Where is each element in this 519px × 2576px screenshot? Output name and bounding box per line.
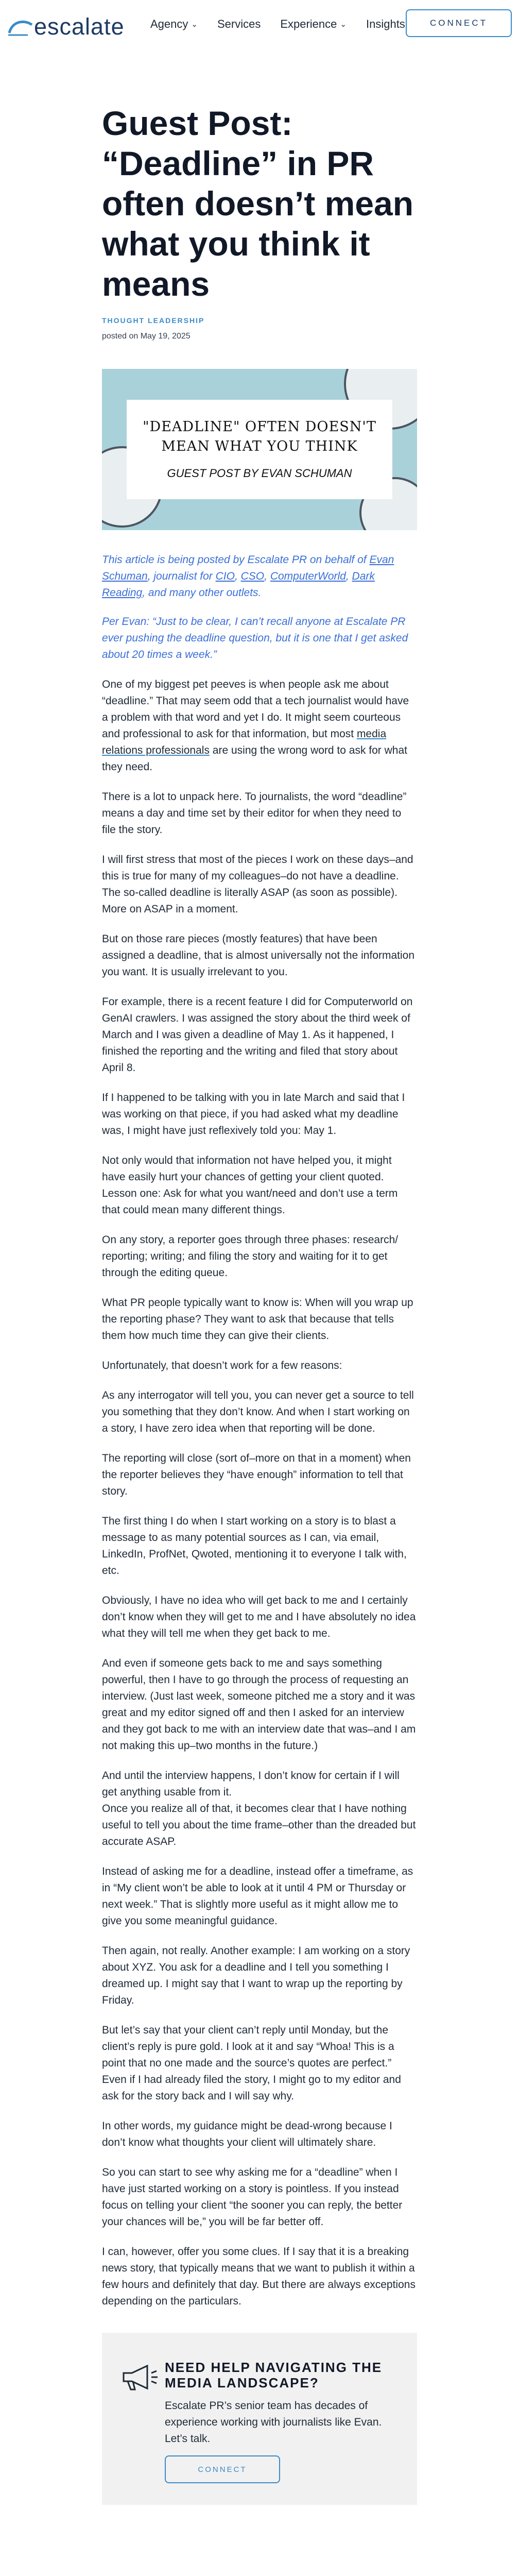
article-paragraph: And until the interview happens, I don’t know for certain if I will get anything usable from it. Once you realize all of that, it becomes clear that I have nothing useful to tell you about the time frame–other than the dreaded but accurate ASAP.: [102, 1770, 416, 1848]
main-nav: [150, 18, 405, 31]
chevron-down-icon: ⌄: [340, 20, 347, 29]
logo-text: escalate: [34, 13, 125, 40]
intro-text: ,: [264, 570, 270, 582]
nav-label: Services: [217, 18, 261, 30]
article-paragraph: As any interrogator will tell you, you can never get a source to tell you something that they don’t know. And when I start working on a story, I have zero idea when that reporting will be done.: [102, 1389, 414, 1434]
article-title: Guest Post: “Deadline” in PR often doesn’t mean what you think it means: [102, 104, 414, 303]
article-paragraph: What PR people typically want to know is: When will you wrap up the reporting phase? They want to ask that because that tells them how much time they can give their clients.: [102, 1297, 413, 1342]
article-paragraph: Instead of asking me for a deadline, instead offer a timeframe, as in “My client won’t be able to look at it until 4 PM or Thursday or next week.” That is slightly more useful as it might allow me to give you some meaningful guidance.: [102, 1866, 413, 1927]
nav-item-services[interactable]: [217, 18, 261, 31]
intro-text: , and many other outlets.: [142, 587, 262, 599]
article-paragraph: Not only would that information not have helped you, it might have easily hurt your chances of getting your client quoted. Lesson one: Ask for what you want/need and don’t use a term that could mean many different things.: [102, 1155, 398, 1216]
nav-label: Insights: [366, 18, 405, 30]
article-paragraph: The reporting will close (sort of–more on that in a moment) when the reporter believes they “have enough” information to tell that story.: [102, 1452, 411, 1497]
logo-mark-icon: [7, 18, 34, 38]
media-relations-link[interactable]: media relations professionals: [102, 728, 387, 756]
article-paragraph: For example, there is a recent feature I did for Computerworld on GenAI crawlers. I was assigned the story about the third week of March and I was given a deadline of May 1. As it happened, I finished the reporting and the writing and filed that story about April 8.: [102, 996, 413, 1074]
nav-label: Agency: [150, 18, 188, 30]
posted-date: posted on May 19, 2025: [102, 332, 191, 341]
chevron-down-icon: ⌄: [191, 20, 198, 29]
article-paragraph: But let’s say that your client can’t reply until Monday, but the client’s reply is pure gold. I look at it and say “Whoa! This is a point that no one made and the source’s quotes are perfect.” Even if I had already filed the story, I might go to my editor and ask for the story back and I will say why.: [102, 2024, 401, 2102]
hero-byline: GUEST POST BY EVAN SCHUMAN: [167, 467, 352, 480]
nav-item-insights[interactable]: [366, 18, 405, 31]
intro-text: , journalist for: [147, 570, 216, 582]
nav-item-agency[interactable]: [150, 18, 198, 31]
hero-headline: "DEADLINE" OFTEN DOESN'T MEAN WHAT YOU THINK: [143, 419, 376, 454]
paragraph-text: One of my biggest pet peeves is when people ask me about “deadline.” That may seem odd that a tech journalist would have a problem with that word and yet I do. It might seem courteous and professional to ask for that information, but most: [102, 679, 409, 740]
darkreading-link[interactable]: Dark Reading: [102, 570, 375, 599]
site-header: [0, 0, 519, 50]
article-paragraph: I will first stress that most of the pieces I work on these days–and this is true for many of my colleagues–do not have a deadline. The so-called deadline is literally ASAP (as soon as possible). More on ASAP in a moment.: [102, 854, 413, 915]
article-paragraph: Unfortunately, that doesn’t work for a few reasons:: [102, 1360, 342, 1371]
escalate-logo[interactable]: [7, 11, 127, 42]
article-paragraph: Then again, not really. Another example: I am working on a story about XYZ. You ask for a deadline and I tell you something I dreamed up. I might say that I want to wrap up the reporting by Friday.: [102, 1945, 410, 2006]
article-paragraph: If I happened to be talking with you in late March and said that I was working on that piece, if you had asked what my deadline was, I might have just reflexively told you: May 1.: [102, 1092, 405, 1137]
intro-text: ,: [234, 570, 241, 582]
article-paragraph: There is a lot to unpack here. To journalists, the word “deadline” means a day and time set by their editor for when they need to file the story.: [102, 791, 407, 836]
article-paragraph: So you can start to see why asking me for a “deadline” when I have just started working on a story is pointless. If you instead focus on telling your client “the sooner you can reply, the better your chances will be,” you will be far better off.: [102, 2166, 403, 2228]
article-body: [102, 789, 417, 2310]
article-paragraph: The first thing I do when I start working on a story is to blast a message to as many potential sources as I can, via email, LinkedIn, ProfNet, Qwoted, mentioning it to everyone I talk with, etc.: [102, 1515, 407, 1577]
cta-title: NEED HELP NAVIGATING THE MEDIA LANDSCAPE?: [165, 2360, 383, 2391]
intro-text: ,: [345, 570, 352, 582]
article-paragraph: [102, 676, 417, 775]
hero-card: [127, 400, 392, 499]
author-link[interactable]: Evan Schuman: [102, 554, 394, 582]
cta-connect-button[interactable]: CONNECT: [165, 2455, 280, 2483]
computerworld-link[interactable]: ComputerWorld: [270, 570, 346, 582]
category-link[interactable]: THOUGHT LEADERSHIP: [102, 316, 205, 325]
cso-link[interactable]: CSO: [240, 570, 265, 582]
nav-item-experience[interactable]: [280, 18, 347, 31]
cio-link[interactable]: CIO: [215, 570, 235, 582]
article-paragraph: I can, however, offer you some clues. If I say that it is a breaking news story, that typically means that we want to publish it within a few hours and definitely that day. But there are always exceptions depending on the particulars.: [102, 2246, 416, 2307]
cta-text: Escalate PR’s senior team has decades of experience working with journalists like Evan. Let’s talk.: [165, 2400, 382, 2445]
megaphone-icon: [120, 2363, 159, 2392]
article-paragraph: On any story, a reporter goes through three phases: research/ reporting; writing; and filing the story and waiting for it to get through the editing queue.: [102, 1234, 399, 1279]
intro-text: This article is being posted by Escalate PR on behalf of: [102, 554, 370, 566]
article: [102, 103, 417, 2310]
nav-label: Experience: [280, 18, 337, 30]
intro-note: [102, 552, 417, 601]
cta-box: [102, 2333, 417, 2505]
header-connect-button[interactable]: CONNECT: [406, 9, 512, 37]
article-paragraph: But on those rare pieces (mostly features) that have been assigned a deadline, that is almost universally not the information you want. It is usually irrelevant to you.: [102, 933, 415, 978]
intro-quote: Per Evan: “Just to be clear, I can’t recall anyone at Escalate PR ever pushing the deadline question, but it is one that I get asked about 20 times a week.”: [102, 616, 408, 660]
article-paragraph: Obviously, I have no idea who will get back to me and I certainly don’t know when they will get to me and I have absolutely no idea what they will tell me when they get back to me.: [102, 1595, 416, 1639]
article-paragraph: In other words, my guidance might be dead-wrong because I don’t know what thoughts your client will ultimately share.: [102, 2120, 392, 2148]
paragraph-text: are using the wrong word to ask for what they need.: [102, 744, 407, 773]
article-paragraph: And even if someone gets back to me and says something powerful, then I have to go through the process of requesting an interview. (Just last week, someone pitched me a story and it was great and my editor signed off and then I asked for an interview and they got back to me with an interview date that was–and I am not making this up–two months in the future.): [102, 1657, 416, 1752]
hero-image: [102, 369, 417, 530]
